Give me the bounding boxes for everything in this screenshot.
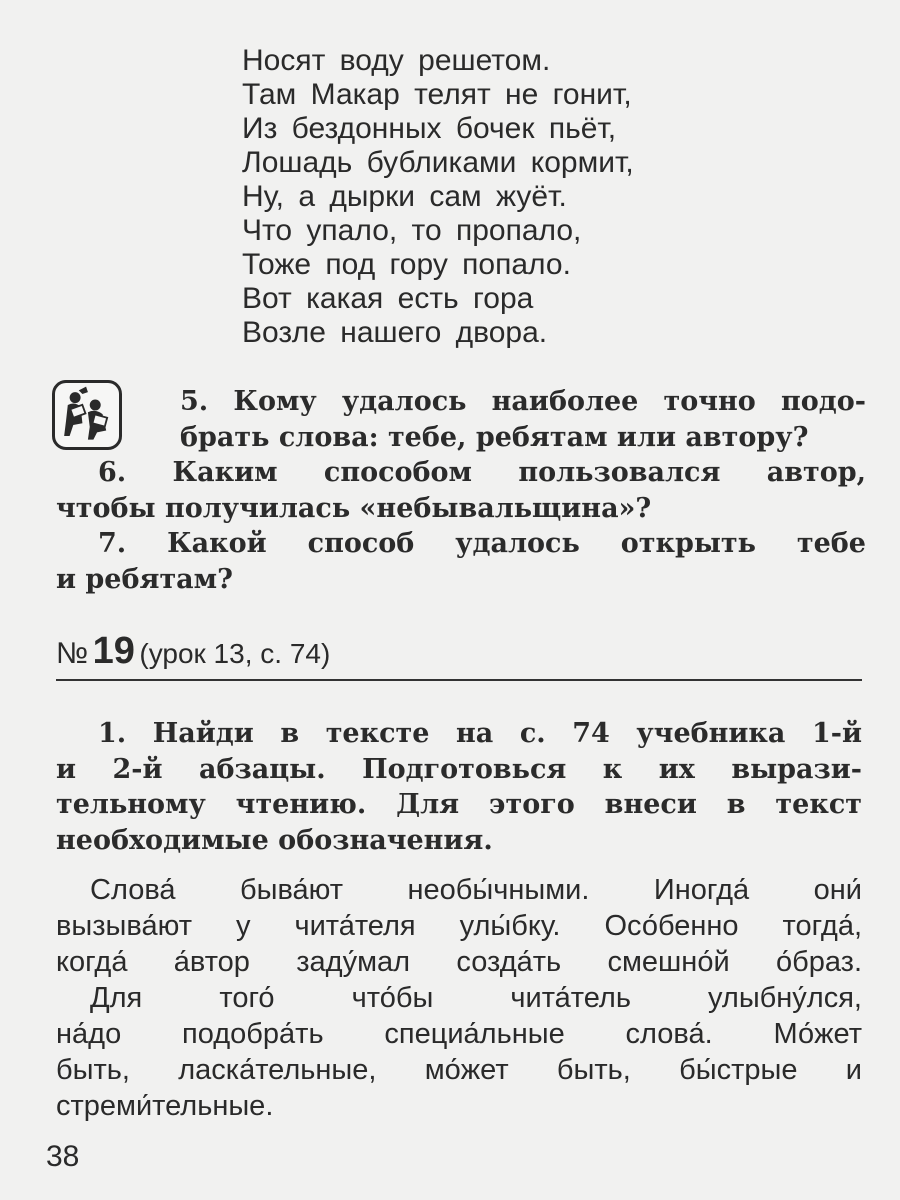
poem-line: Там Макар телят не гонит, — [242, 78, 632, 111]
question-6-line-2: чтобы получилась «небывальщина»? — [56, 492, 652, 524]
accented-text-line: стреми́тельные. — [56, 1090, 274, 1122]
poem-line: Носят воду решетом. — [242, 44, 551, 77]
poem-line: Вот какая есть гора — [242, 282, 534, 315]
question-7-line-2: и ребятам? — [56, 563, 233, 595]
task-1-line: необходимые обозначения. — [56, 824, 493, 856]
task-1-line: 1. Найди в тексте на с. 74 учебника 1-й — [98, 718, 862, 749]
section-divider — [56, 679, 862, 681]
section-header — [56, 630, 330, 673]
task-1 — [56, 716, 862, 858]
question-5-line-2: брать слова: тебе, ребятам или автору? — [180, 421, 809, 453]
question-7-line-1: 7. Какой способ удалось открыть тебе — [98, 528, 866, 559]
poem-line: Ну, а дырки сам жуёт. — [242, 180, 567, 213]
section-reference: (урок 13, с. 74) — [139, 638, 331, 669]
poem-line: Тоже под гору попало. — [242, 248, 571, 281]
task-1-line: и 2-й абзацы. Подготовься к их вырази- — [56, 753, 862, 785]
poem-line: Лошадь бубликами кормит, — [242, 146, 634, 179]
question-5-line-1: 5. Кому удалось наиболее точно подо- — [180, 386, 866, 417]
accented-text-line: Слова́ быва́ют необы́чными. Иногда́ они́ — [90, 874, 862, 906]
accented-text-line: когда́ а́втор заду́мал созда́ть смешно́й о́браз. — [56, 946, 862, 978]
accented-text-line: на́до подобра́ть специа́льные слова́. Мо́жет — [56, 1018, 862, 1050]
section-number: 19 — [92, 630, 135, 672]
number-sign: № — [56, 637, 89, 670]
questions-block — [56, 384, 866, 597]
poem-line: Что упало, то пропало, — [242, 214, 582, 247]
poem — [242, 44, 634, 350]
page-number: 38 — [46, 1140, 80, 1173]
task-1-line: тельному чтению. Для этого внеси в текст — [56, 789, 862, 820]
accented-text-line: быть, ласка́тельные, мо́жет быть, бы́стрые и — [56, 1054, 862, 1086]
accented-text — [56, 872, 862, 1124]
question-6-line-1: 6. Каким способом пользовался автор, — [98, 457, 866, 488]
accented-text-line: Для того́ что́бы чита́тель улыбну́лся, — [90, 982, 862, 1014]
accented-text-line: вызыва́ют у чита́теля улы́бку. Осо́бенно тогда́, — [56, 910, 862, 942]
poem-line: Из бездонных бочек пьёт, — [242, 112, 617, 145]
poem-line: Возле нашего двора. — [242, 316, 548, 349]
